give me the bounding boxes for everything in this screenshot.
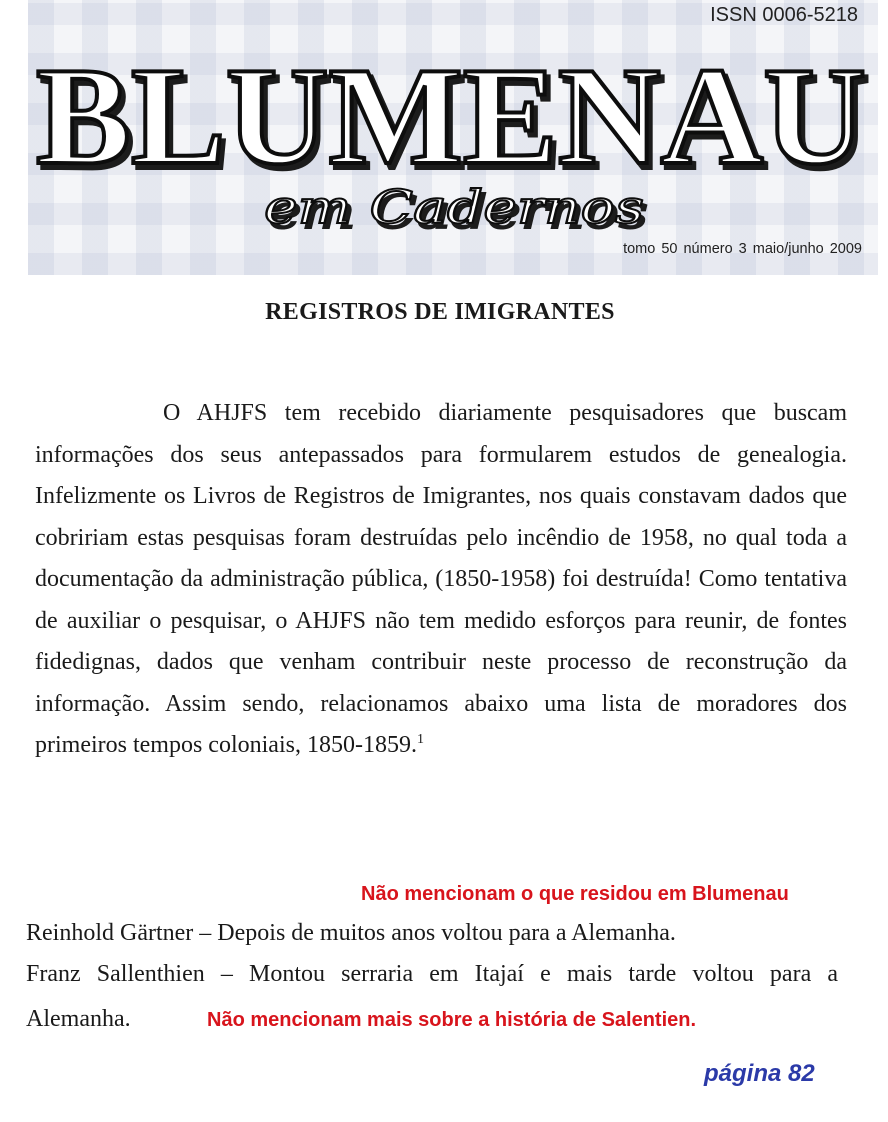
page-number: página 82 bbox=[704, 1060, 815, 1087]
entry-franz-sallenthien-cont: Alemanha. bbox=[26, 1006, 131, 1032]
annotation-note-1: Não mencionam o que residou em Blumenau bbox=[361, 883, 789, 905]
masthead-title-text: BLUMENAU bbox=[36, 39, 866, 194]
annotation-note-2: Não mencionam mais sobre a história de Salentien. bbox=[207, 1009, 697, 1031]
article-title: REGISTROS DE IMIGRANTES bbox=[265, 299, 615, 325]
masthead-title bbox=[28, 35, 878, 235]
masthead bbox=[28, 0, 878, 275]
entry-reinhold-gartner: Reinhold Gärtner – Depois de muitos anos voltou para a Alemanha. bbox=[26, 920, 676, 946]
issue-info: tomo 50 número 3 maio/junho 2009 bbox=[623, 241, 862, 257]
entry-franz-sallenthien: Franz Sallenthien – Montou serraria em Itajaí e mais tarde voltou para a bbox=[26, 961, 838, 987]
footnote-marker: 1 bbox=[416, 732, 424, 747]
issn: ISSN 0006-5218 bbox=[710, 4, 858, 26]
article-body bbox=[35, 393, 847, 767]
article-paragraph: O AHJFS tem recebido diariamente pesquisadores que buscam informações dos seus antepassados para formularem estudos de genealogia. Infelizmente os Livros de Registros de Imigrantes, nos quais constavam dados que cobririam estas pesquisas foram destruídas pelo incêndio de 1958, no qual toda a documentação da administração pública, (1850-1958) foi destruída! Como tentativa de auxiliar o pesquisar, o AHJFS não tem medido esforços para reunir, de fontes fidedignas, dados que venham contribuir neste processo de reconstrução da informação. Assim sendo, relacionamos abaixo uma lista de moradores dos primeiros tempos coloniais, 1850-1859. bbox=[35, 400, 847, 758]
masthead-subtitle: em Cadernos bbox=[264, 180, 644, 234]
